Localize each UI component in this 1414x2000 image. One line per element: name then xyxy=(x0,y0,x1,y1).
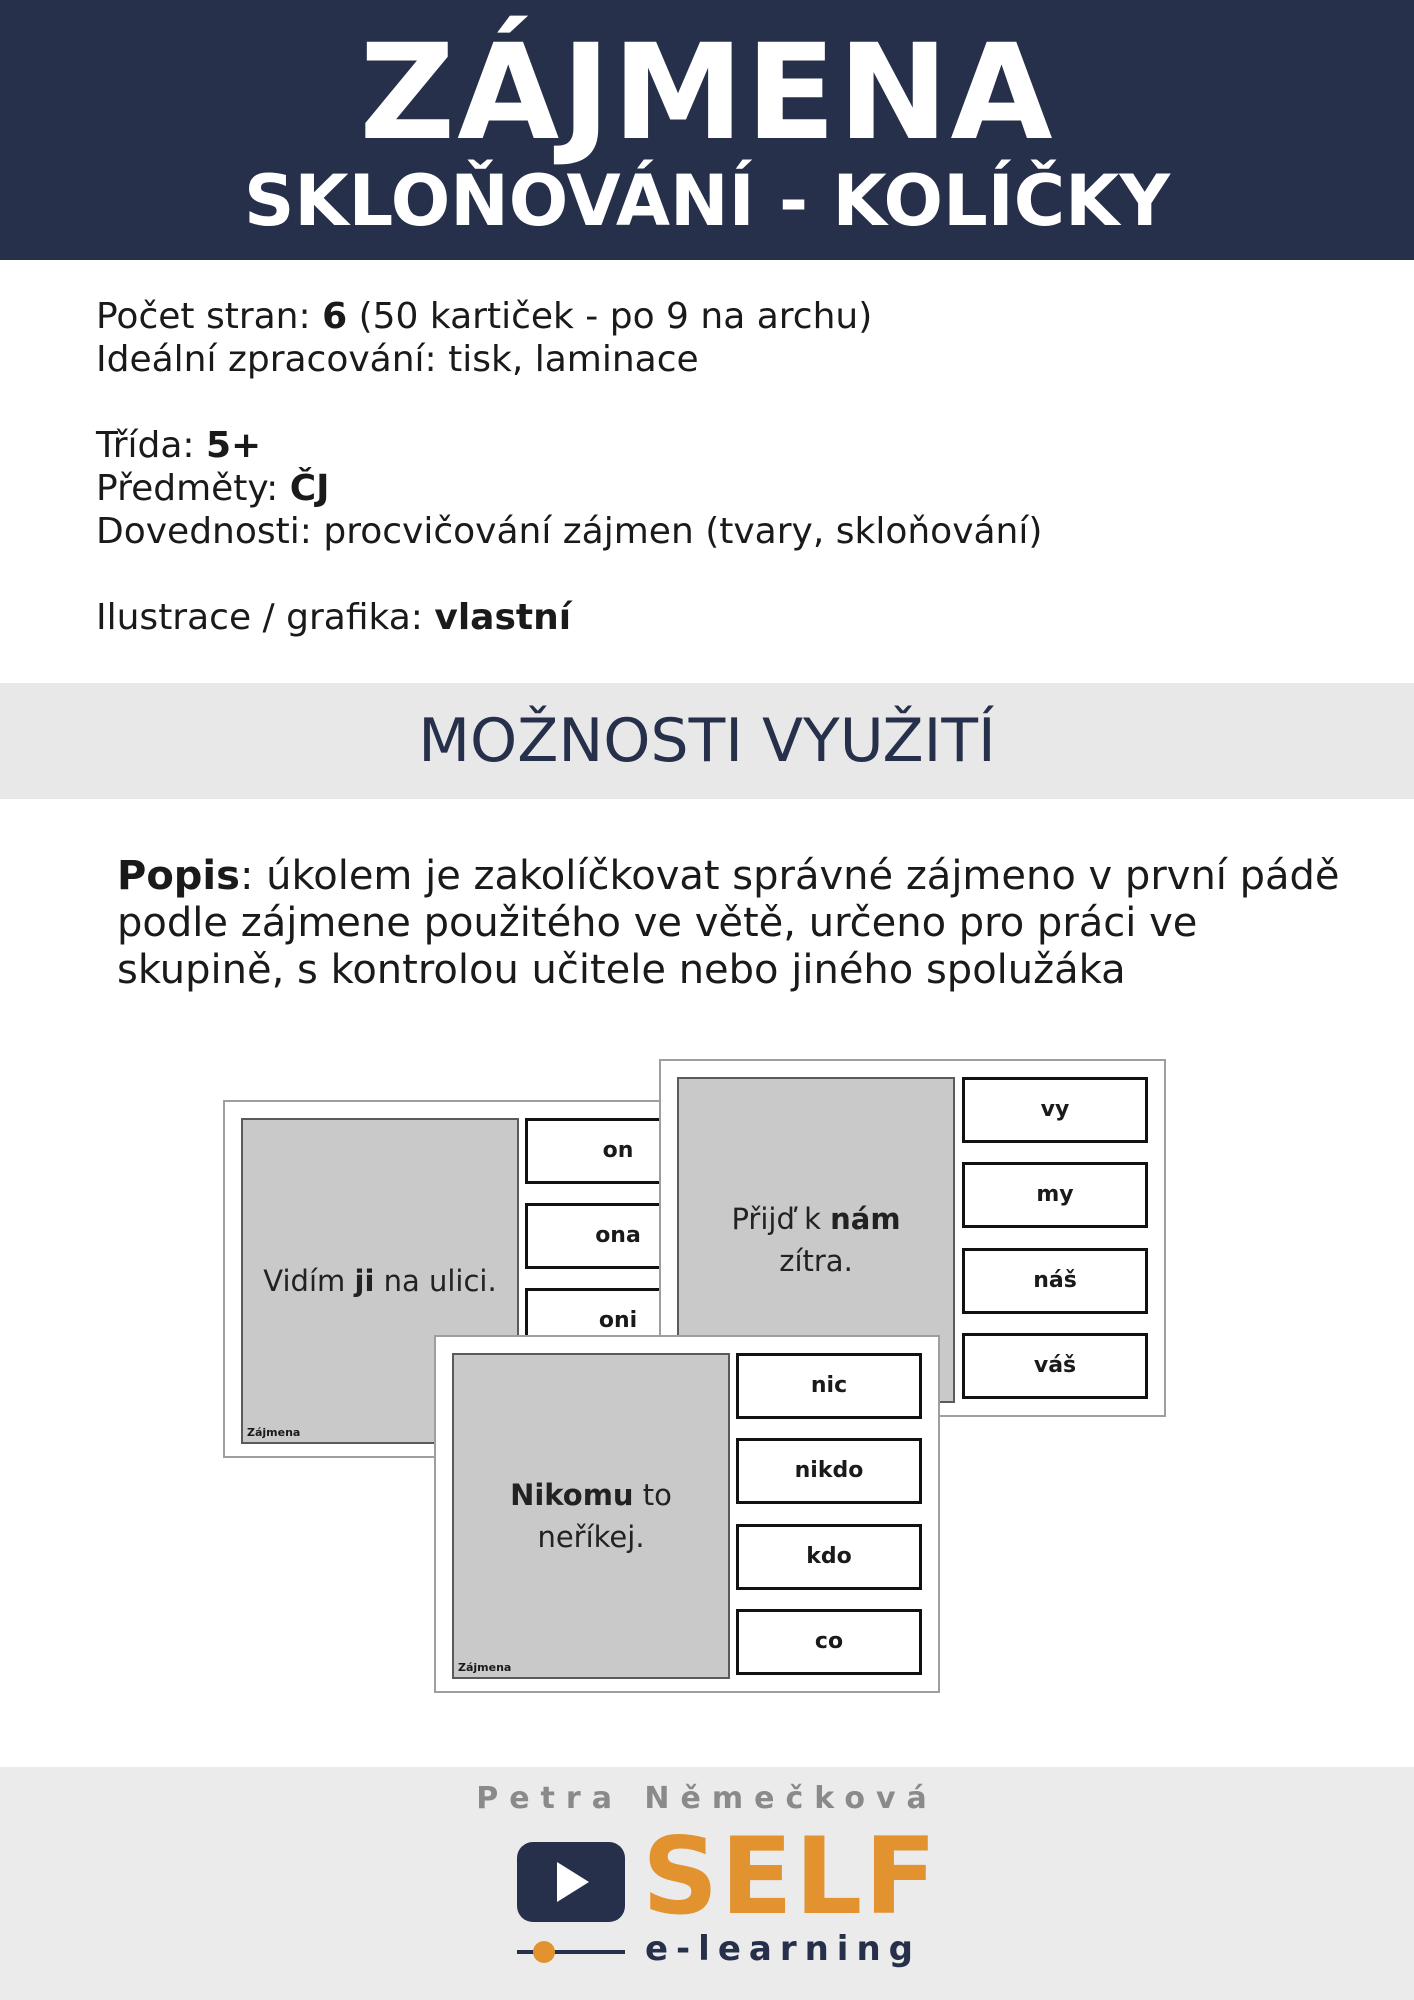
subjects-line: Předměty: ČJ xyxy=(96,468,330,509)
brand-logo-text: SELF xyxy=(642,1815,939,1938)
page-subtitle: SKLOŇOVÁNÍ - KOLÍČKY xyxy=(243,160,1171,242)
card-3-option-2[interactable]: nikdo xyxy=(736,1438,922,1504)
card-1-sentence: Vidím ji na ulici. xyxy=(263,1264,497,1298)
card-2-option-3[interactable]: náš xyxy=(962,1248,1148,1314)
footer xyxy=(0,1767,1414,2000)
processing-line: Ideální zpracování: tisk, laminace xyxy=(96,339,699,380)
logo-dot-icon xyxy=(533,1941,555,1963)
page-title: ZÁJMENA xyxy=(359,16,1055,170)
card-1-option-3[interactable]: oni xyxy=(525,1288,711,1354)
brand-subtitle: e-learning xyxy=(645,1929,921,1969)
card-3-option-3[interactable]: kdo xyxy=(736,1524,922,1590)
header-banner xyxy=(0,0,1414,260)
card-3-label: Zájmena xyxy=(458,1661,512,1674)
grade-line: Třída: 5+ xyxy=(96,425,262,466)
card-2-option-1[interactable]: vy xyxy=(962,1077,1148,1143)
card-2-sentence: Přijď k nám zítra. xyxy=(731,1202,901,1278)
card-3 xyxy=(434,1335,940,1693)
card-3-image xyxy=(452,1353,730,1679)
illustration-line: Ilustrace / grafika: vlastní xyxy=(96,597,572,638)
section-band xyxy=(0,683,1414,799)
card-2-option-4[interactable]: váš xyxy=(962,1333,1148,1399)
card-3-option-1[interactable]: nic xyxy=(736,1353,922,1419)
card-1-option-2[interactable]: ona xyxy=(525,1203,711,1269)
skills-line: Dovednosti: procvičování zájmen (tvary, skloňování) xyxy=(96,511,1043,552)
author-name: Petra Němečková xyxy=(476,1781,938,1816)
section-title: MOŽNOSTI VYUŽITÍ xyxy=(418,706,996,776)
pages-line: Počet stran: 6 (50 kartiček - po 9 na archu) xyxy=(96,296,873,337)
card-3-sentence: Nikomu to neříkej. xyxy=(510,1478,672,1554)
description: Popis: úkolem je zakolíčkovat správné zájmeno v první pádě podle zájmene použitého ve větě, určeno pro práci ve skupině, s kontrolou učitele nebo jiného spolužáka xyxy=(117,853,1340,993)
info-block xyxy=(96,295,1042,639)
card-2-option-2[interactable]: my xyxy=(962,1162,1148,1228)
card-1-label: Zájmena xyxy=(247,1426,301,1439)
card-3-option-4[interactable]: co xyxy=(736,1609,922,1675)
play-icon xyxy=(517,1842,625,1922)
card-1-option-1[interactable]: on xyxy=(525,1118,711,1184)
